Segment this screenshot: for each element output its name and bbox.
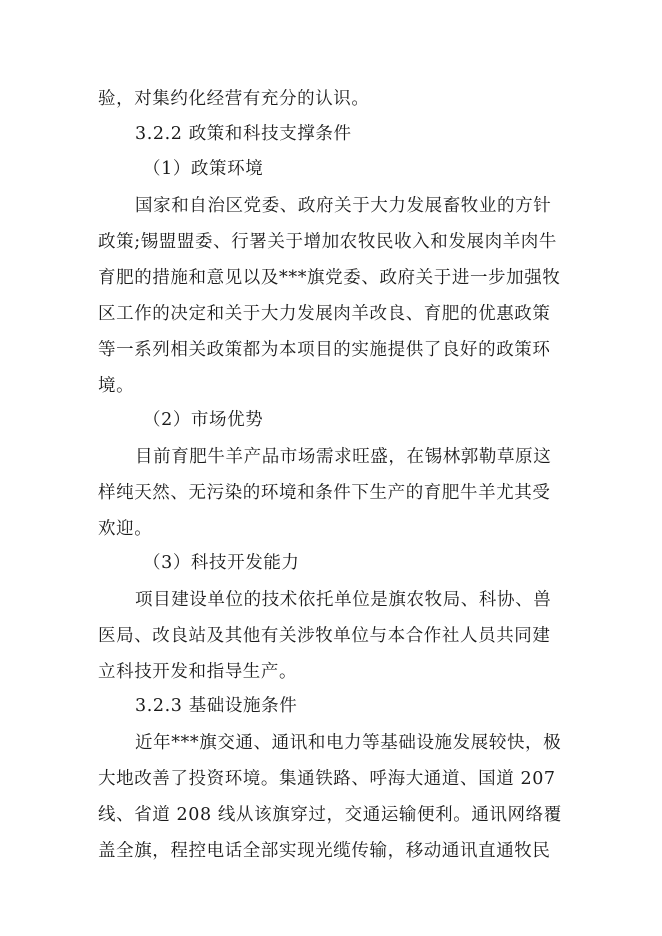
paragraph-line: 大地改善了投资环境。集通铁路、呼海大通道、国道 207: [98, 769, 556, 789]
subsection-heading: （2）市场优势: [143, 410, 264, 430]
paragraph-line: 线、省道 208 线从该旗穿过，交通运输便利。通讯网络覆: [98, 805, 562, 825]
paragraph-line: 区工作的决定和关于大力发展肉羊改良、育肥的优惠政策: [98, 304, 551, 324]
paragraph-line: 盖全旗，程控电话全部实现光缆传输，移动通讯直通牧民: [98, 841, 551, 861]
paragraph-line: 样纯天然、无污染的环境和条件下生产的育肥牛羊尤其受: [98, 483, 551, 503]
section-heading: 3.2.3 基础设施条件: [135, 696, 298, 716]
paragraph-line: 育肥的措施和意见以及***旗党委、政府关于进一步加强牧: [98, 268, 561, 288]
paragraph-line: 近年***旗交通、通讯和电力等基础设施发展较快，极: [135, 733, 562, 753]
paragraph-line: 验，对集约化经营有充分的认识。: [98, 89, 370, 109]
subsection-heading: （1）政策环境: [143, 159, 264, 179]
paragraph-line: 立科技开发和指导生产。: [98, 662, 298, 682]
paragraph-line: 国家和自治区党委、政府关于大力发展畜牧业的方针: [135, 196, 552, 216]
paragraph-line: 等一系列相关政策都为本项目的实施提供了良好的政策环: [98, 340, 551, 360]
paragraph-line: 欢迎。: [98, 519, 153, 539]
paragraph-line: 项目建设单位的技术依托单位是旗农牧局、科协、兽: [135, 590, 552, 610]
paragraph-line: 政策;锡盟盟委、行署关于增加农牧民收入和发展肉羊肉牛: [98, 232, 557, 252]
paragraph-line: 境。: [98, 376, 135, 396]
paragraph-line: 医局、改良站及其他有关涉牧单位与本合作社人员共同建: [98, 626, 551, 646]
paragraph-line: 目前育肥牛羊产品市场需求旺盛，在锡林郭勒草原这: [135, 447, 552, 467]
subsection-heading: （3）科技开发能力: [143, 553, 300, 573]
section-heading: 3.2.2 政策和科技支撑条件: [135, 124, 352, 144]
